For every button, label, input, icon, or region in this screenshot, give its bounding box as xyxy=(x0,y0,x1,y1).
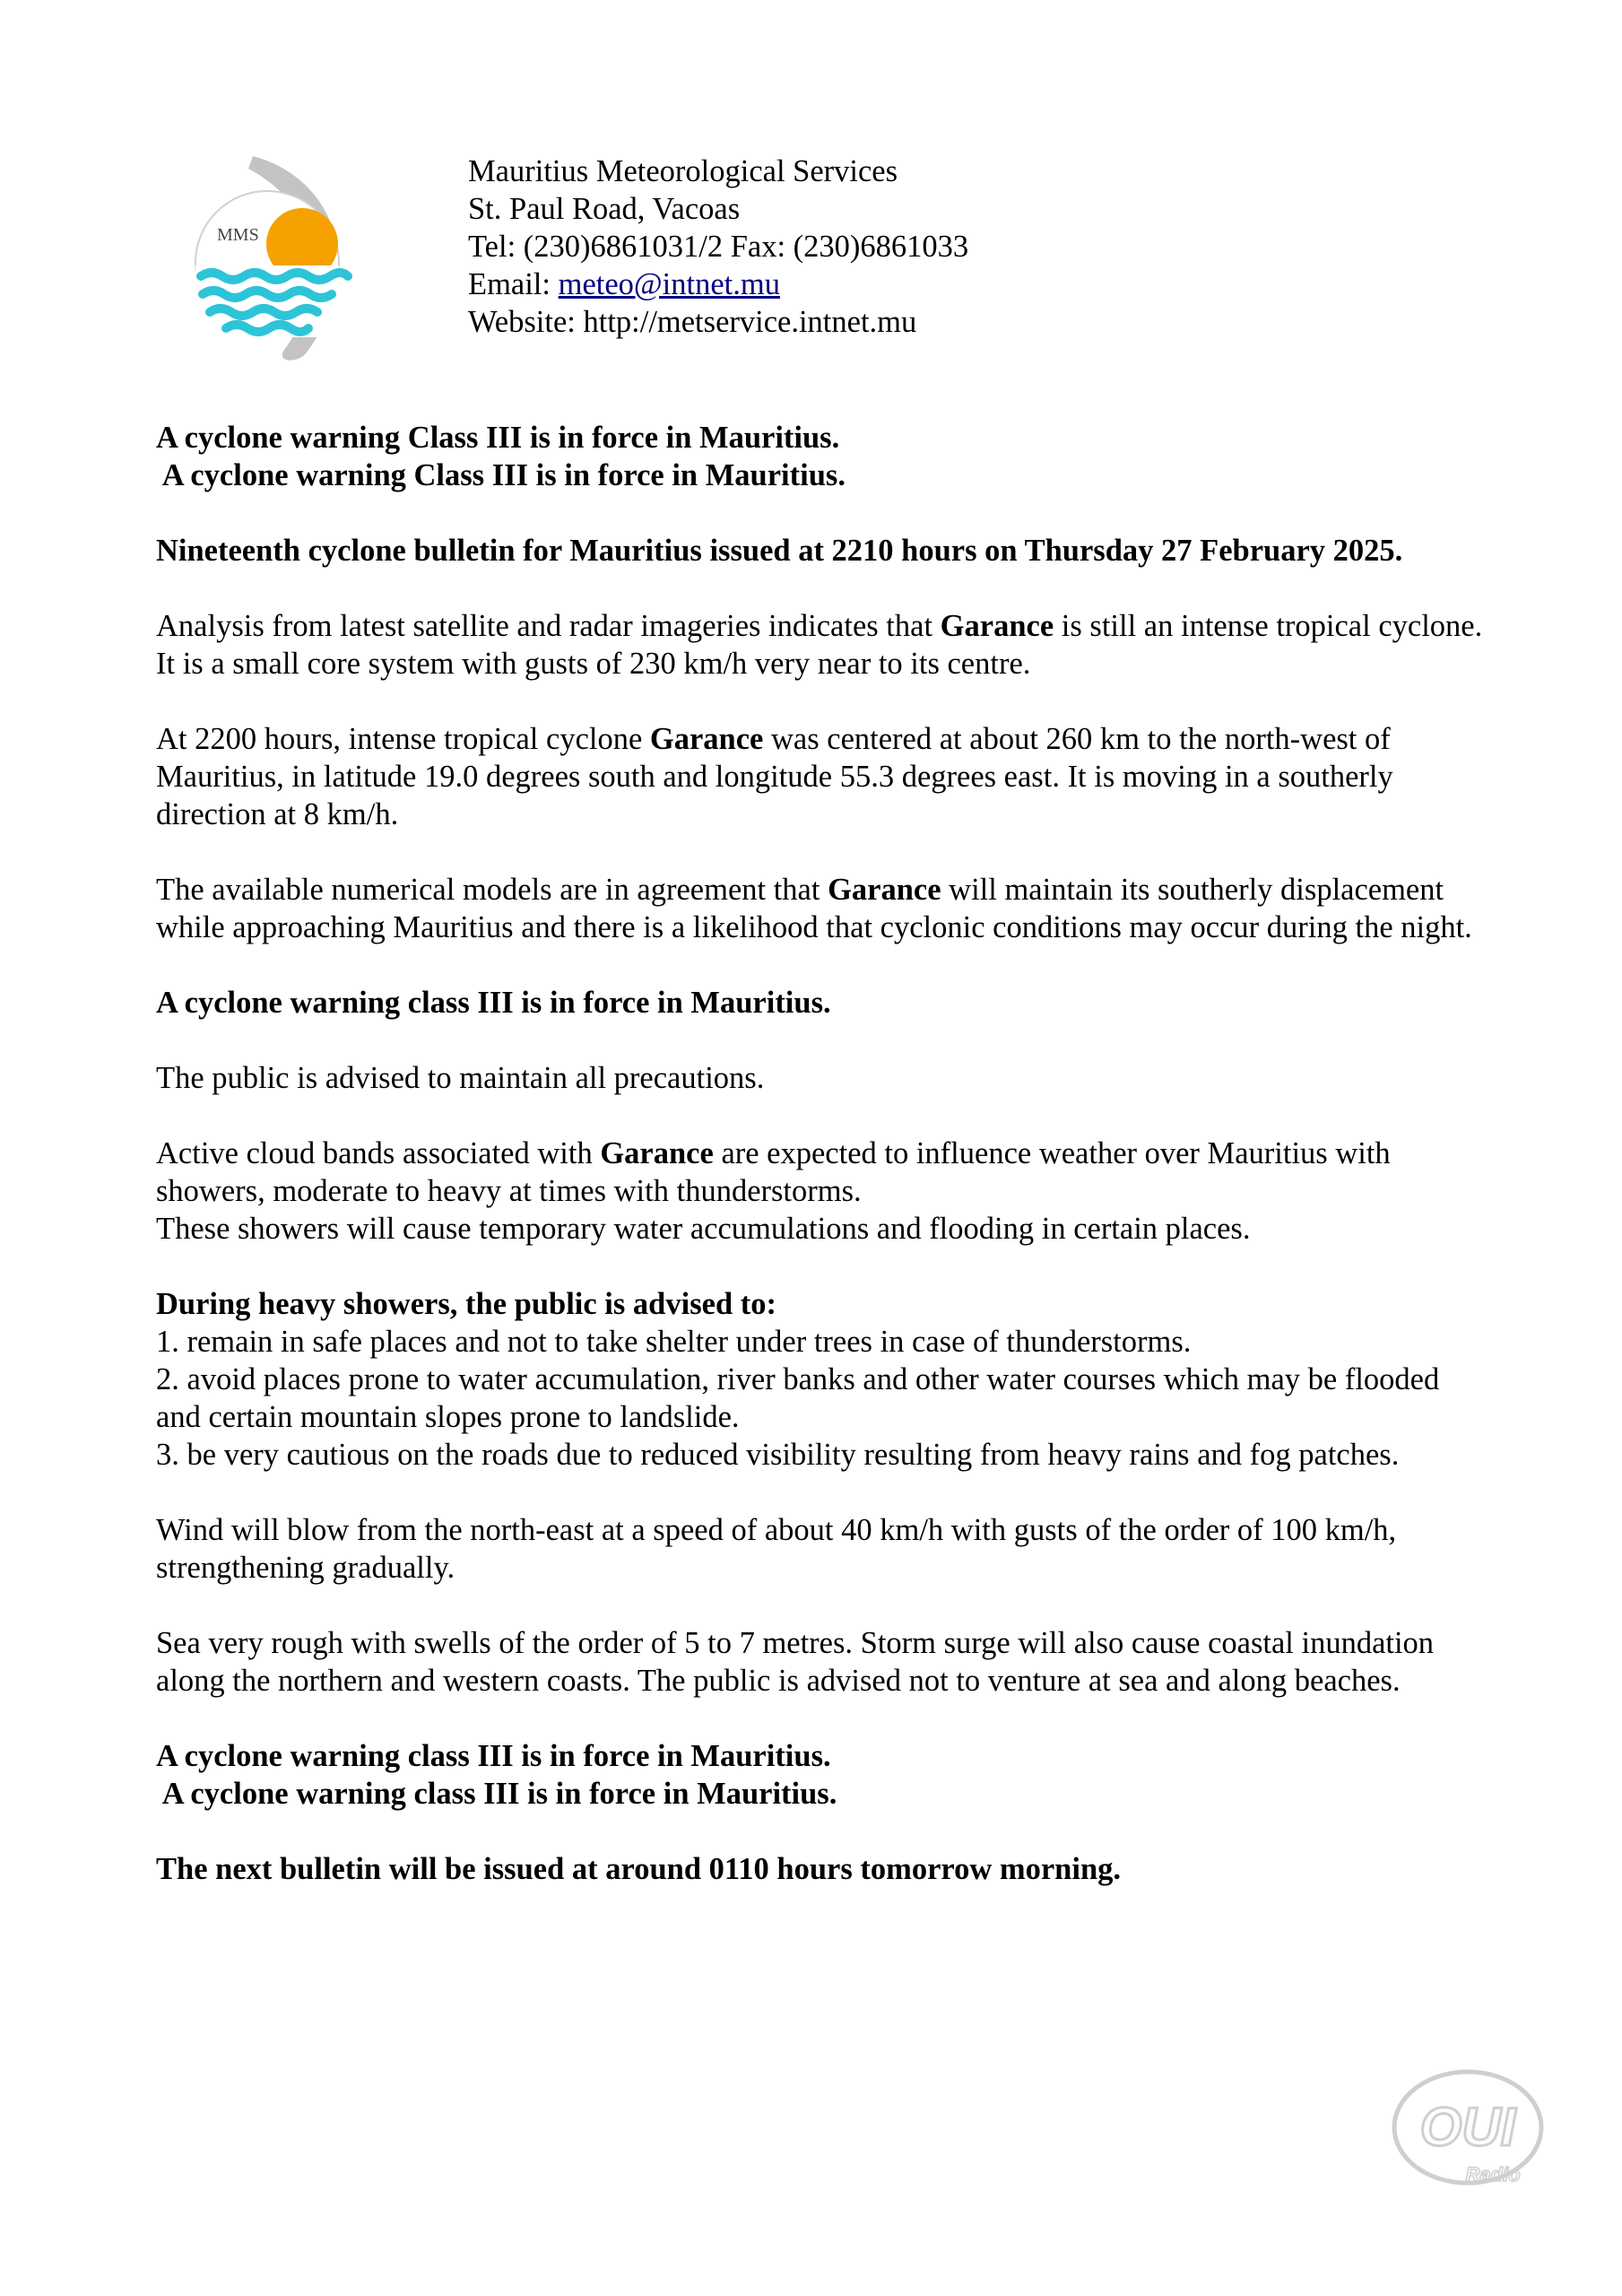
position-text-1: At 2200 hours, intense tropical cyclone xyxy=(156,722,650,756)
analysis-paragraph xyxy=(156,607,1483,683)
warning-top-line-1: A cyclone warning Class III is in force in Mauritius. xyxy=(156,421,840,455)
advice-item-3: 3. be very cautious on the roads due to reduced visibility resulting from heavy rains and fog patches. xyxy=(156,1438,1400,1472)
advice-heading: During heavy showers, the public is advised to: xyxy=(156,1287,776,1321)
oui-radio-watermark xyxy=(1385,2063,1556,2197)
warning-bottom-line-1: A cyclone warning class III is in force in Mauritius. xyxy=(156,1739,831,1773)
analysis-text-1: Analysis from latest satellite and radar imageries indicates that xyxy=(156,609,941,643)
warning-bottom xyxy=(156,1737,1483,1813)
logo-text: MMS xyxy=(217,225,259,245)
org-email xyxy=(468,265,968,303)
sea-paragraph: Sea very rough with swells of the order of 5 to 7 metres. Storm surge will also cause coastal inundation along the northern and western coasts. The public is advised not to venture at sea and along beaches. xyxy=(156,1626,1435,1698)
cloud-text-1: Active cloud bands associated with xyxy=(156,1136,601,1170)
cyclone-name: Garance xyxy=(600,1136,714,1170)
analysis-text-2: is still an intense tropical cyclone. It is a small core system with gusts of 230 km/h very near to its centre. xyxy=(156,609,1483,681)
precautions-paragraph: The public is advised to maintain all precautions. xyxy=(156,1061,765,1095)
cloud-line-1 xyxy=(156,1135,1483,1210)
org-address: St. Paul Road, Vacoas xyxy=(468,192,741,226)
advice-section xyxy=(156,1285,1483,1474)
org-name: Mauritius Meteorological Services xyxy=(468,154,898,188)
models-paragraph xyxy=(156,871,1483,946)
bulletin-body xyxy=(156,419,1483,1926)
models-text-2: will maintain its southerly displacement while approaching Mauritius and there is a likelihood that cyclonic conditions may occur during the night. xyxy=(156,873,1472,944)
position-paragraph xyxy=(156,720,1483,833)
org-website: Website: http://metservice.intnet.mu xyxy=(468,305,917,339)
warning-bottom-line-2: A cyclone warning class III is in force in Mauritius. xyxy=(156,1777,837,1811)
bulletin-title: Nineteenth cyclone bulletin for Mauritius issued at 2210 hours on Thursday 27 February 2025. xyxy=(156,534,1403,568)
next-bulletin: The next bulletin will be issued at around 0110 hours tomorrow morning. xyxy=(156,1852,1122,1886)
watermark-brand: OUI xyxy=(1419,2097,1516,2157)
advice-item-1: 1. remain in safe places and not to take shelter under trees in case of thunderstorms. xyxy=(156,1325,1192,1359)
position-text-2: was centered at about 260 km to the north-west of Mauritius, in latitude 19.0 degrees south and longitude 55.3 degrees east. It is moving in a southerly direction at 8 km/h. xyxy=(156,722,1393,831)
wind-paragraph: Wind will blow from the north-east at a speed of about 40 km/h with gusts of the order of 100 km/h, strengthening gradually. xyxy=(156,1513,1397,1585)
email-link[interactable]: meteo@intnet.mu xyxy=(558,267,780,301)
mms-logo xyxy=(190,151,356,366)
cyclone-name: Garance xyxy=(828,873,941,907)
advice-item-2: 2. avoid places prone to water accumulation, river banks and other water courses which may be flooded and certain mountain slopes prone to landslide. xyxy=(156,1362,1440,1434)
watermark-sub: Radio xyxy=(1465,2163,1521,2186)
cyclone-name: Garance xyxy=(649,722,764,756)
org-phone: Tel: (230)6861031/2 Fax: (230)6861033 xyxy=(468,230,969,264)
warning-top xyxy=(156,419,1483,494)
warning-top-line-2: A cyclone warning Class III is in force in Mauritius. xyxy=(156,458,846,492)
models-text-1: The available numerical models are in agreement that xyxy=(156,873,828,907)
cyclone-name: Garance xyxy=(940,609,1054,643)
cloud-line-2: These showers will cause temporary water accumulations and flooding in certain places. xyxy=(156,1212,1251,1246)
cloud-text-2: are expected to influence weather over Mauritius with showers, moderate to heavy at times with thunderstorms. xyxy=(156,1136,1391,1208)
cloud-paragraph xyxy=(156,1135,1483,1248)
letterhead xyxy=(468,152,968,341)
warning-mid: A cyclone warning class III is in force in Mauritius. xyxy=(156,986,831,1020)
email-label: Email: xyxy=(468,267,559,301)
